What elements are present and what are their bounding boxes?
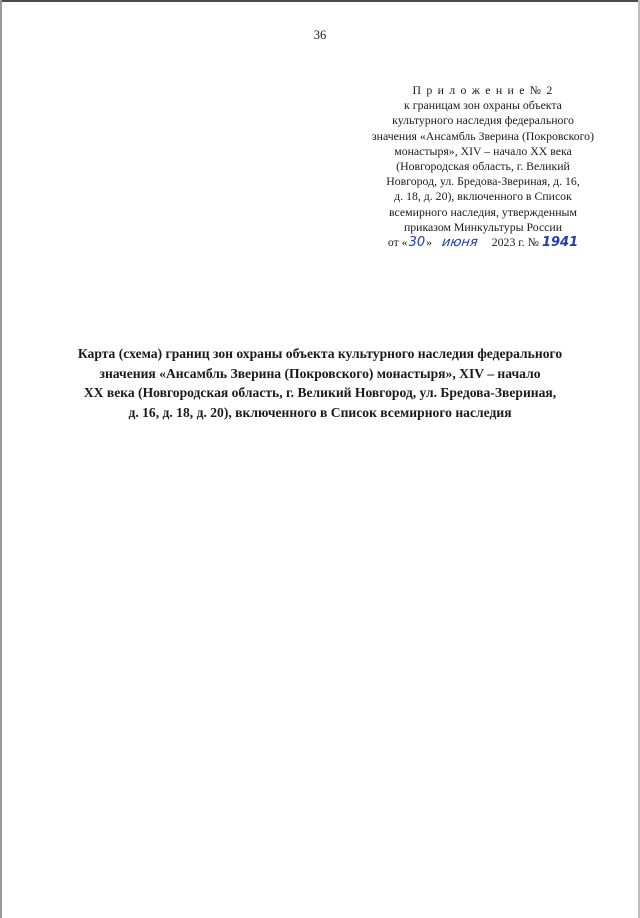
- handwritten-day: 30: [408, 235, 426, 251]
- document-title: [40, 344, 600, 422]
- scan-edge-top: [0, 0, 640, 2]
- title-line: Карта (схема) границ зон охраны объекта культурного наследия федерального: [77, 346, 563, 361]
- appendix-line: (Новгородская область, г. Великий: [396, 159, 570, 174]
- date-quote-close: »: [426, 235, 433, 250]
- title-line: значения «Ансамбль Зверина (Покровского) монастыря», XIV – начало: [99, 365, 541, 381]
- title-line: д. 16, д. 18, д. 20), включенного в Список всемирного наследия: [128, 404, 512, 420]
- scan-edge-left: [0, 0, 2, 918]
- title-line: XX века (Новгородская область, г. Великий Новгород, ул. Бредова-Звериная,: [83, 385, 557, 400]
- handwritten-month: июня: [440, 235, 479, 251]
- appendix-block: [338, 83, 628, 250]
- year-text: 2023 г. №: [491, 235, 539, 250]
- handwritten-order-number: 1941: [541, 235, 579, 251]
- appendix-line: приказом Минкультуры России: [403, 219, 563, 234]
- page-number: 36: [313, 28, 327, 42]
- appendix-line: культурного наследия федерального: [392, 113, 574, 128]
- appendix-line: д. 18, д. 20), включенного в Список: [394, 189, 572, 204]
- date-prefix: от «: [387, 235, 408, 250]
- appendix-heading: П р и л о ж е н и е № 2: [412, 83, 554, 97]
- appendix-line: Новгород, ул. Бредова-Звериная, д. 16,: [386, 174, 580, 189]
- appendix-line: монастыря», XIV – начало XX века: [394, 143, 572, 158]
- appendix-line: значения «Ансамбль Зверина (Покровского): [371, 128, 594, 143]
- order-date-line: [338, 235, 628, 250]
- appendix-line: всемирного наследия, утвержденным: [389, 204, 577, 219]
- appendix-line: к границам зон охраны объекта: [404, 98, 562, 113]
